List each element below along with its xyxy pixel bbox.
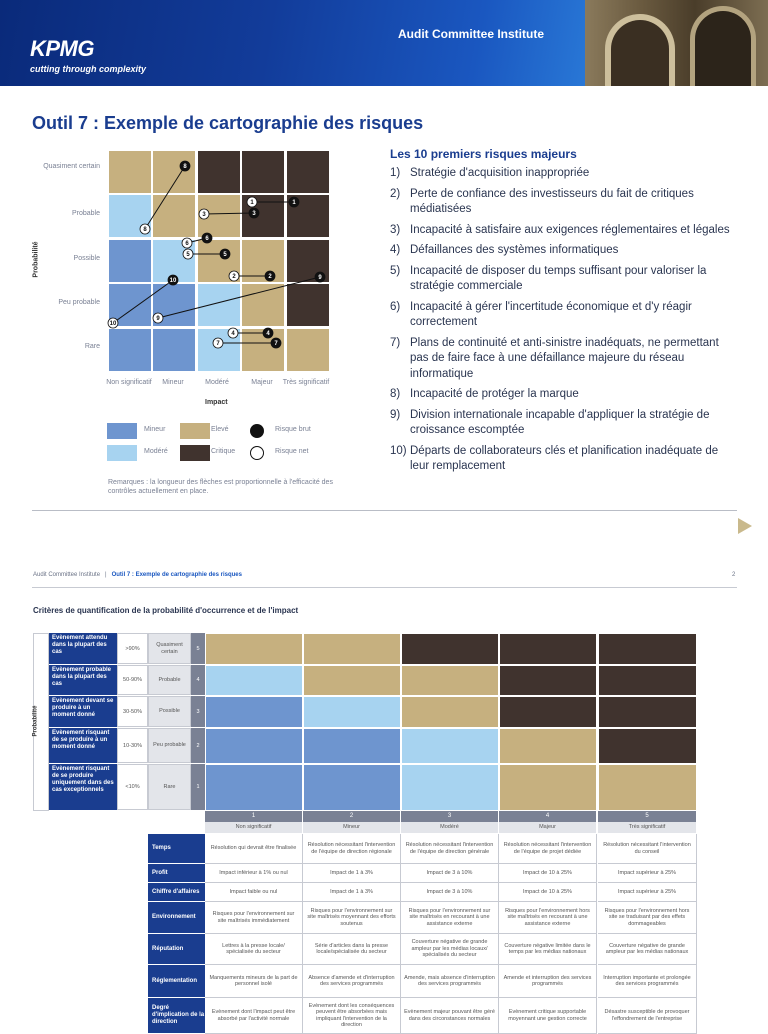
quantification-cell bbox=[499, 696, 597, 728]
criterion-cell: Impact de 10 à 25% bbox=[499, 864, 597, 883]
legend-label-eleve: Elevé bbox=[211, 426, 229, 433]
probability-description: Evènement risquant de se produire à un moment donné bbox=[49, 728, 117, 763]
next-page-arrow-icon[interactable] bbox=[738, 518, 752, 534]
criterion-cell: Couverture négative de grande ampleur par les médias nationaux bbox=[598, 934, 697, 965]
probability-index: 2 bbox=[191, 728, 205, 763]
legend-label-brut: Risque brut bbox=[275, 426, 311, 433]
criterion-cell: Evènement majeur pouvant être géré dans des circonstances normales bbox=[401, 998, 499, 1034]
quantification-cell bbox=[499, 728, 597, 764]
quantification-cell bbox=[598, 764, 697, 811]
criterion-cell: Risques pour l'environnement sur site maîtrisés moyennant des efforts soutenus bbox=[303, 902, 401, 934]
x-level-label: Non significatif bbox=[106, 379, 152, 386]
risk-marker-label: 4 bbox=[231, 331, 235, 338]
risk-item bbox=[390, 408, 738, 439]
quantification-cell bbox=[303, 728, 401, 764]
legend-label-critique: Critique bbox=[211, 448, 236, 455]
x-level-label: Très significatif bbox=[282, 379, 330, 386]
quantification-cell bbox=[499, 764, 597, 811]
risk-marker-label: 7 bbox=[274, 341, 278, 348]
risk-number: 7) bbox=[390, 336, 401, 349]
risk-item bbox=[390, 300, 738, 331]
quantification-cell bbox=[499, 633, 597, 665]
probability-level: Possible bbox=[148, 696, 191, 727]
criterion-cell: Amende, mais absence d'interruption des services programmés bbox=[401, 965, 499, 998]
risk-item bbox=[390, 336, 738, 383]
header-arch bbox=[605, 14, 675, 86]
impact-column-number: 4 bbox=[499, 811, 597, 822]
quantification-cell bbox=[401, 665, 499, 696]
criterion-cell: Evènement critique supportable moyennant une gestion correcte bbox=[499, 998, 597, 1034]
quantification-cell bbox=[205, 764, 303, 811]
criterion-cell: Manquements mineurs de la part de personnel isolé bbox=[205, 965, 303, 998]
criterion-cell: Série d'articles dans la presse locale/spécialisée du secteur bbox=[303, 934, 401, 965]
legend-swatch-modere bbox=[107, 445, 137, 461]
criterion-cell: Risques pour l'environnement hors site maîtrisés en recourant à une assistance externe bbox=[499, 902, 597, 934]
risk-marker-label: 10 bbox=[169, 278, 177, 285]
separator bbox=[32, 587, 737, 588]
risk-marker-label: 2 bbox=[268, 274, 272, 281]
impact-column-name: Non significatif bbox=[205, 822, 303, 833]
quantification-cell bbox=[303, 665, 401, 696]
risk-text: Incapacité de disposer du temps suffisant pour valoriser la stratégie commerciale bbox=[410, 264, 707, 292]
risk-text: Division internationale incapable d'appliquer la stratégie de croissance escomptée bbox=[410, 408, 710, 436]
probability-index: 3 bbox=[191, 696, 205, 727]
header-arch-right bbox=[690, 6, 756, 86]
quantification-cell bbox=[598, 665, 697, 696]
legend-label-modere: Modéré bbox=[144, 448, 168, 455]
quantification-cell bbox=[205, 633, 303, 665]
risk-marker-label: 6 bbox=[205, 236, 209, 243]
risk-marker-label: 5 bbox=[223, 252, 227, 259]
criterion-label: Temps bbox=[148, 834, 205, 864]
probability-index: 4 bbox=[191, 665, 205, 695]
impact-column-name: Majeur bbox=[499, 822, 597, 833]
quantification-cell bbox=[205, 665, 303, 696]
risk-marker-label: 10 bbox=[109, 321, 117, 328]
probability-level: Quasiment certain bbox=[148, 633, 191, 664]
risk-text: Perte de confiance des investisseurs du fait de critiques médiatisées bbox=[410, 187, 694, 215]
probability-percentage: <10% bbox=[117, 764, 148, 810]
empty-circle-icon bbox=[250, 446, 264, 460]
breadcrumb-root[interactable]: Audit Committee Institute bbox=[33, 572, 101, 578]
section-title: Critères de quantification de la probabilité d'occurrence et de l'impact bbox=[33, 606, 299, 615]
y-level-label: Possible bbox=[73, 255, 100, 262]
risk-item bbox=[390, 187, 738, 218]
risk-marker-label: 5 bbox=[186, 252, 190, 259]
legend-swatch-critique bbox=[180, 445, 210, 461]
breadcrumb-current: Outil 7 : Exemple de cartographie des risques bbox=[111, 572, 242, 578]
criterion-cell: Risques pour l'environnement hors site se traduisant par des effets dommageables bbox=[598, 902, 697, 934]
institute-name: Audit Committee Institute bbox=[398, 27, 544, 41]
quantification-cell bbox=[401, 728, 499, 764]
page-number: 2 bbox=[732, 572, 736, 578]
risk-number: 6) bbox=[390, 300, 401, 313]
impact-column-number: 3 bbox=[401, 811, 499, 822]
criterion-cell: Interruption importante et prolongée des services programmés bbox=[598, 965, 697, 998]
risk-number: 1) bbox=[390, 167, 401, 179]
criterion-cell: Evènement dont l'impact peut être absorbé par l'activité normale bbox=[205, 998, 303, 1034]
criterion-label: Réputation bbox=[148, 934, 205, 965]
risk-marker-label: 2 bbox=[232, 274, 236, 281]
legend-label-net: Risque net bbox=[275, 448, 309, 455]
criterion-cell: Impact inférieur à 1% ou nul bbox=[205, 864, 303, 883]
quantification-cell bbox=[401, 633, 499, 665]
probability-level: Probable bbox=[148, 665, 191, 695]
criterion-cell: Amende et interruption des services programmés bbox=[499, 965, 597, 998]
criterion-cell: Impact de 1 à 3% bbox=[303, 883, 401, 902]
quantification-cell bbox=[598, 728, 697, 764]
impact-column-number: 2 bbox=[303, 811, 401, 822]
criterion-cell: Impact faible ou nul bbox=[205, 883, 303, 902]
criterion-label: Environnement bbox=[148, 902, 205, 934]
impact-column-number: 1 bbox=[205, 811, 303, 822]
risk-number: 3) bbox=[390, 223, 401, 236]
criterion-cell: Risques pour l'environnement sur site maîtrisés immédiatement bbox=[205, 902, 303, 934]
risk-number: 5) bbox=[390, 264, 401, 277]
risk-marker-label: 1 bbox=[292, 200, 296, 207]
probability-description: Evènement devant se produire à un moment donné bbox=[49, 696, 117, 727]
risk-text: Départs de collaborateurs clés et planification inadéquate de leur remplacement bbox=[410, 444, 719, 472]
filled-circle-icon bbox=[250, 424, 264, 438]
legend-swatch-mineur bbox=[107, 423, 137, 439]
probability-percentage: 10-30% bbox=[117, 728, 148, 763]
risk-text: Incapacité à gérer l'incertitude économique et d'y réagir correctement bbox=[410, 300, 692, 328]
risk-item bbox=[390, 264, 738, 295]
quantification-cell bbox=[401, 764, 499, 811]
risk-number: 8) bbox=[390, 388, 401, 400]
y-level-label: Rare bbox=[84, 343, 100, 350]
y-level-label: Quasiment certain bbox=[43, 163, 100, 170]
risk-marker-label: 1 bbox=[250, 200, 254, 207]
risk-list bbox=[390, 166, 738, 480]
criterion-cell: Impact de 10 à 25% bbox=[499, 883, 597, 902]
legend-label-mineur: Mineur bbox=[144, 426, 166, 433]
quantification-cell bbox=[303, 764, 401, 811]
breadcrumb: Audit Committee Institute | Outil 7 : Exemple de cartographie des risques bbox=[33, 572, 242, 578]
probability-description: Evènement probable dans la plupart des cas bbox=[49, 665, 117, 695]
risk-number: 9) bbox=[390, 408, 401, 421]
risk-item bbox=[390, 243, 738, 259]
criterion-cell: Impact supérieur à 25% bbox=[598, 883, 697, 902]
risk-marker-label: 4 bbox=[266, 331, 270, 338]
criterion-cell: Résolution nécessitant l'intervention de l'équipe de direction régionale bbox=[303, 834, 401, 864]
risk-arrows bbox=[0, 0, 360, 420]
criterion-label: Degré d'implication de la direction bbox=[148, 998, 205, 1034]
impact-column-number: 5 bbox=[598, 811, 697, 822]
risk-marker-label: 9 bbox=[318, 275, 322, 282]
quantification-cell bbox=[303, 633, 401, 665]
quantification-cell bbox=[598, 633, 697, 665]
y-axis-label: Probabilité bbox=[32, 241, 40, 278]
risk-number: 2) bbox=[390, 187, 401, 200]
probability-percentage: 30-50% bbox=[117, 696, 148, 727]
criterion-cell: Résolution qui devrait être finalisée bbox=[205, 834, 303, 864]
page-title: Outil 7 : Exemple de cartographie des risques bbox=[32, 113, 424, 133]
x-level-label: Majeur bbox=[251, 379, 273, 386]
criterion-cell: Couverture négative de grande ampleur par les médias locaux/ spécialisés du secteur bbox=[401, 934, 499, 965]
risk-number: 10) bbox=[390, 444, 407, 457]
probability-description: Evènement attendu dans la plupart des cas bbox=[49, 633, 117, 664]
risk-marker-label: 7 bbox=[216, 341, 220, 348]
risk-marker-label: 6 bbox=[185, 241, 189, 248]
quantification-cell bbox=[598, 696, 697, 728]
probability-index: 5 bbox=[191, 633, 205, 664]
probability-percentage: >90% bbox=[117, 633, 148, 664]
criterion-label: Chiffre d'affaires bbox=[148, 883, 205, 902]
quantification-cell bbox=[205, 696, 303, 728]
impact-column-name: Très significatif bbox=[598, 822, 697, 833]
risk-text: Stratégie d'acquisition inappropriée bbox=[410, 167, 590, 179]
quantification-cell bbox=[401, 696, 499, 728]
separator bbox=[32, 510, 737, 511]
criterion-cell: Résolution nécessitant l'intervention du conseil bbox=[598, 834, 697, 864]
probability-axis-label: Probabilité bbox=[32, 705, 39, 737]
criterion-cell: Résolution nécessitant l'intervention de l'équipe de projet dédiée bbox=[499, 834, 597, 864]
probability-level: Peu probable bbox=[148, 728, 191, 763]
risk-item bbox=[390, 223, 738, 239]
probability-level: Rare bbox=[148, 764, 191, 810]
risk-marker-label: 9 bbox=[156, 316, 160, 323]
probability-description: Evènement risquant de se produire uniquement dans des cas exceptionnels bbox=[49, 764, 117, 810]
risk-marker-label: 3 bbox=[252, 211, 256, 218]
risk-text: Plans de continuité et anti-sinistre inadéquats, ne permettant pas de faire face à une défaillance majeure du réseau informatique bbox=[410, 336, 719, 380]
criterion-cell: Impact de 3 à 10% bbox=[401, 883, 499, 902]
criterion-label: Réglementation bbox=[148, 965, 205, 998]
x-axis-label: Impact bbox=[205, 399, 228, 406]
risk-marker-label: 8 bbox=[143, 227, 147, 234]
x-level-label: Modéré bbox=[205, 379, 229, 386]
x-level-label: Mineur bbox=[162, 379, 184, 386]
risk-item bbox=[390, 444, 738, 475]
risk-item bbox=[390, 387, 738, 403]
quantification-cell bbox=[499, 665, 597, 696]
risk-text: Incapacité à satisfaire aux exigences réglementaires et légales bbox=[410, 223, 730, 236]
probability-index: 1 bbox=[191, 764, 205, 810]
quantification-cell bbox=[205, 728, 303, 764]
remarks-note: Remarques : la longueur des flèches est proportionnelle à l'efficacité des contrôles actuellement en place. bbox=[108, 479, 333, 495]
risk-text: Défaillances des systèmes informatiques bbox=[410, 244, 619, 256]
quantification-cell bbox=[303, 696, 401, 728]
criterion-label: Profit bbox=[148, 864, 205, 883]
risk-text: Incapacité de protéger la marque bbox=[410, 388, 579, 400]
risk-list-heading: Les 10 premiers risques majeurs bbox=[390, 147, 577, 161]
criterion-cell: Evènement dont les conséquences peuvent être absorbées mais impliquant l'intervention de la direction bbox=[303, 998, 401, 1034]
criterion-cell: Absence d'amende et d'interruption des services programmés bbox=[303, 965, 401, 998]
criterion-cell: Impact de 3 à 10% bbox=[401, 864, 499, 883]
impact-column-name: Mineur bbox=[303, 822, 401, 833]
criterion-cell: Désastre susceptible de provoquer l'effondrement de l'entreprise bbox=[598, 998, 697, 1034]
criterion-cell: Lettres à la presse locale/ spécialisée du secteur bbox=[205, 934, 303, 965]
risk-marker-label: 3 bbox=[202, 212, 206, 219]
risk-marker-label: 8 bbox=[183, 164, 187, 171]
criterion-cell: Couverture négative limitée dans le temps par les médias nationaux bbox=[499, 934, 597, 965]
risk-item bbox=[390, 166, 738, 182]
criterion-cell: Résolution nécessitant l'intervention de l'équipe de direction générale bbox=[401, 834, 499, 864]
criterion-cell: Risques pour l'environnement sur site maîtrisés en recourant à une assistance externe bbox=[401, 902, 499, 934]
impact-column-name: Modéré bbox=[401, 822, 499, 833]
kpmg-logo: KPMG bbox=[30, 36, 94, 61]
criterion-cell: Impact de 1 à 3% bbox=[303, 864, 401, 883]
risk-number: 4) bbox=[390, 244, 401, 256]
criterion-cell: Impact supérieur à 25% bbox=[598, 864, 697, 883]
legend-swatch-eleve bbox=[180, 423, 210, 439]
y-level-label: Probable bbox=[71, 210, 100, 217]
probability-percentage: 50-90% bbox=[117, 665, 148, 695]
y-level-label: Peu probable bbox=[58, 299, 100, 306]
kpmg-tagline: cutting through complexity bbox=[30, 64, 146, 74]
